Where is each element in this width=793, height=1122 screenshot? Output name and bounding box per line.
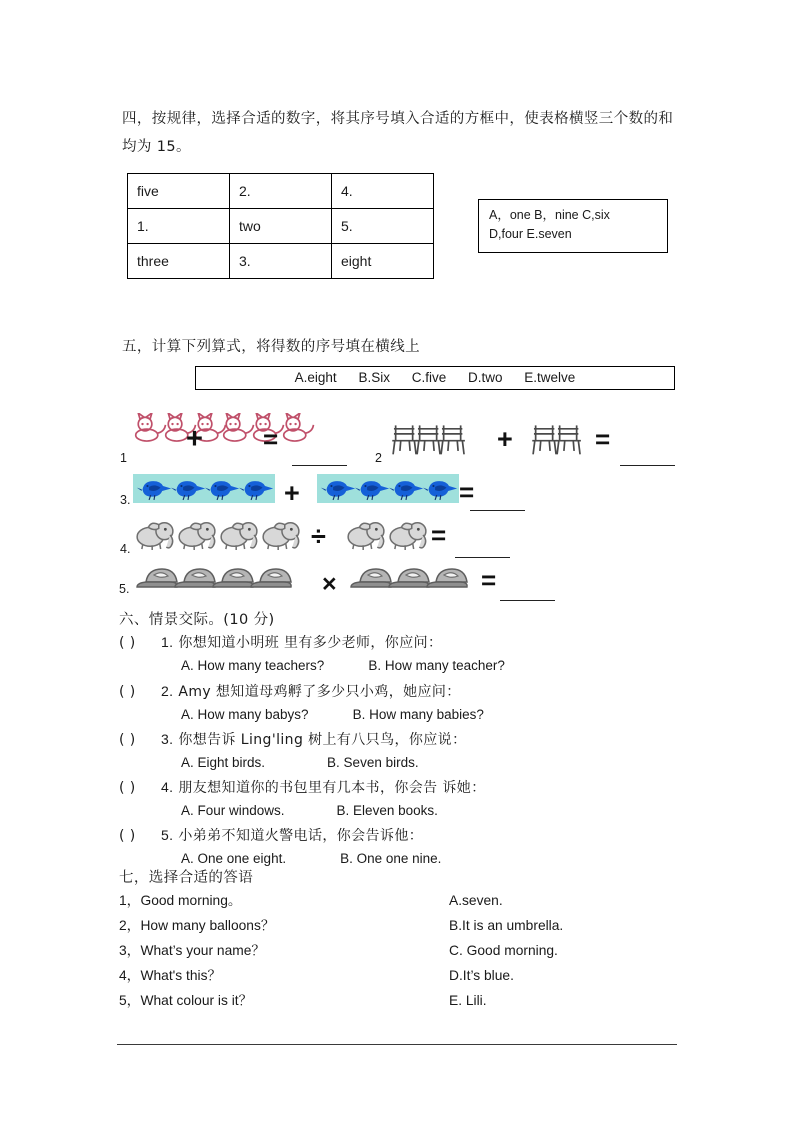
magic-cell-r2c1[interactable]: 1. xyxy=(128,209,230,244)
math-problem-4-number: 4. xyxy=(120,542,131,556)
math-problem-2-left-icons xyxy=(390,422,462,456)
math-problem-4-left-icons xyxy=(133,518,301,550)
question-4-option-b[interactable]: B. Eleven books. xyxy=(336,802,438,818)
math-problem-4-equals: = xyxy=(431,520,447,550)
question-1-option-a[interactable]: A. How many teachers? xyxy=(181,657,325,673)
match-right-b[interactable]: B.It is an umbrella. xyxy=(449,918,564,934)
math-problem-1-operator: + xyxy=(186,423,203,455)
math-problem-5-equals: = xyxy=(481,565,497,595)
elephant-icon-instance xyxy=(175,518,219,550)
math-problem-5-answer-blank[interactable] xyxy=(500,600,555,601)
math-problem-3-left-icons xyxy=(133,474,275,503)
question-4 xyxy=(119,776,699,822)
choice-line-2: D,four E.seven xyxy=(489,227,572,242)
question-4-option-a[interactable]: A. Four windows. xyxy=(181,802,285,818)
bird-icon xyxy=(170,476,206,501)
match-right-c[interactable]: C. Good morning. xyxy=(449,943,558,959)
math-problem-3-operator: + xyxy=(284,478,300,508)
choice-e: E.twelve xyxy=(524,370,576,385)
bird-icon-instance xyxy=(238,476,274,501)
question-2-option-b[interactable]: B. How many babies? xyxy=(352,706,484,722)
math-problem-1-answer-blank[interactable] xyxy=(292,465,347,466)
math-problem-3-answer-blank[interactable] xyxy=(470,510,525,511)
question-2-answer-paren[interactable]: ( ) xyxy=(119,684,136,700)
question-4-options xyxy=(119,800,699,822)
bird-icon-instance xyxy=(422,476,458,501)
math-problem-4-operator: ÷ xyxy=(311,521,326,551)
question-3-options xyxy=(119,752,699,774)
elephant-icon xyxy=(259,518,303,550)
question-4-prompt: 朋友想知道你的书包里有几本书，你会告 诉她： xyxy=(178,780,486,796)
cap-icon-instance xyxy=(426,566,474,590)
bird-icon-instance xyxy=(136,476,172,501)
section-4-choice-box xyxy=(478,199,668,253)
math-problem-5-left-icons xyxy=(136,566,288,590)
question-3-answer-paren[interactable]: ( ) xyxy=(119,732,136,748)
question-5 xyxy=(119,824,699,870)
section-5-heading: 五，计算下列算式，将得数的序号填在横线上 xyxy=(122,339,420,355)
question-4-answer-paren[interactable]: ( ) xyxy=(119,780,136,796)
list-item xyxy=(119,938,699,963)
bird-icon-instance xyxy=(388,476,424,501)
question-1-options xyxy=(119,655,699,677)
math-problem-5-right-icons xyxy=(350,566,464,590)
elephant-icon-instance xyxy=(344,518,388,550)
match-left-3[interactable]: 3，What’s your name？ xyxy=(119,943,266,959)
match-left-4[interactable]: 4，What's this？ xyxy=(119,968,222,984)
table-row xyxy=(128,174,434,209)
elephant-icon xyxy=(344,518,388,550)
choice-c: C.five xyxy=(411,370,447,385)
math-problem-2-number: 2 xyxy=(375,451,382,465)
cap-icon xyxy=(250,566,298,590)
magic-square-table xyxy=(127,173,434,279)
math-problem-2-right-icons xyxy=(530,422,578,456)
section-4-heading: 四，按规律，选择合适的数字，将其序号填入合适的方框中，使表格横竖三个数的和均为 15。 xyxy=(122,111,674,156)
question-1 xyxy=(119,631,699,677)
bird-icon xyxy=(204,476,240,501)
bird-icon-instance xyxy=(170,476,206,501)
match-right-e[interactable]: E. Lili. xyxy=(449,993,487,1009)
question-2 xyxy=(119,680,699,726)
chair-icon xyxy=(438,422,468,456)
question-2-option-a[interactable]: A. How many babys? xyxy=(181,706,309,722)
magic-cell-r3c2[interactable]: 3. xyxy=(230,244,332,279)
bird-icon xyxy=(320,476,356,501)
math-problem-3-equals: = xyxy=(459,477,475,507)
question-5-option-b[interactable]: B. One one nine. xyxy=(340,850,442,866)
cat-icon-instance xyxy=(134,413,168,447)
bird-icon-instance xyxy=(354,476,390,501)
footer-divider xyxy=(117,1044,677,1045)
list-item xyxy=(119,963,699,988)
question-1-number: 1. xyxy=(161,634,174,650)
math-problem-1-left-icons xyxy=(134,413,224,447)
table-row xyxy=(128,209,434,244)
question-3-option-a[interactable]: A. Eight birds. xyxy=(181,754,266,770)
question-5-option-a[interactable]: A. One one eight. xyxy=(181,850,287,866)
magic-cell-r3c3[interactable]: eight xyxy=(332,244,434,279)
list-item xyxy=(119,888,699,913)
bird-icon xyxy=(136,476,172,501)
question-3-prompt-line xyxy=(119,728,699,752)
choice-a: A.eight xyxy=(294,370,337,385)
magic-cell-r2c3[interactable]: 5. xyxy=(332,209,434,244)
cat-icon xyxy=(222,413,256,447)
math-problem-2-operator: + xyxy=(497,424,513,454)
question-3 xyxy=(119,728,699,774)
cat-icon-instance xyxy=(282,413,316,447)
math-problem-3-right-icons xyxy=(317,474,459,503)
elephant-icon-instance xyxy=(259,518,303,550)
question-2-prompt-line xyxy=(119,680,699,704)
question-2-number: 2. xyxy=(161,683,174,699)
question-2-options xyxy=(119,704,699,726)
bird-icon-instance xyxy=(320,476,356,501)
section-7-heading: 七，选择合适的答语 xyxy=(119,870,254,886)
bird-icon xyxy=(422,476,458,501)
table-row xyxy=(128,244,434,279)
question-3-option-b[interactable]: B. Seven birds. xyxy=(327,754,419,770)
math-problem-1-equals: = xyxy=(263,424,279,454)
math-problem-5-operator: × xyxy=(322,570,337,598)
chair-icon xyxy=(554,422,584,456)
math-problem-2-equals: = xyxy=(595,424,611,454)
choice-line-1: A，one B，nine C,six xyxy=(489,208,610,222)
question-1-prompt: 你想知道小明班 里有多少老师，你应问： xyxy=(178,635,443,651)
match-left-1[interactable]: 1，Good morning。 xyxy=(119,893,242,908)
chair-icon-instance xyxy=(554,422,584,456)
elephant-icon xyxy=(386,518,430,550)
math-problem-4-answer-blank[interactable] xyxy=(455,557,510,558)
question-5-number: 5. xyxy=(161,827,174,843)
bird-icon-instance xyxy=(204,476,240,501)
math-problem-2-answer-blank[interactable] xyxy=(620,465,675,466)
match-right-d[interactable]: D.It’s blue. xyxy=(449,968,514,984)
choice-d: D.two xyxy=(468,370,503,385)
question-5-answer-paren[interactable]: ( ) xyxy=(119,828,136,844)
magic-cell-r1c1[interactable]: five xyxy=(128,174,230,209)
question-1-option-b[interactable]: B. How many teacher? xyxy=(368,657,505,673)
question-1-prompt-line xyxy=(119,631,699,655)
magic-cell-r1c2[interactable]: 2. xyxy=(230,174,332,209)
elephant-icon-instance xyxy=(386,518,430,550)
cat-icon xyxy=(134,413,168,447)
question-2-prompt: Amy 想知道母鸡孵了多少只小鸡，她应问： xyxy=(178,684,461,700)
list-item xyxy=(119,988,699,1013)
cap-icon-instance xyxy=(250,566,298,590)
magic-cell-r3c1[interactable]: three xyxy=(128,244,230,279)
section-6-heading: 六、情景交际。(10 分) xyxy=(119,612,275,628)
elephant-icon xyxy=(175,518,219,550)
magic-cell-r1c3[interactable]: 4. xyxy=(332,174,434,209)
math-problem-5-number: 5. xyxy=(119,582,130,596)
question-5-prompt: 小弟弟不知道火警电话，你会告诉他： xyxy=(178,828,424,844)
question-3-number: 3. xyxy=(161,731,174,747)
question-4-number: 4. xyxy=(161,779,174,795)
bird-icon xyxy=(238,476,274,501)
elephant-icon-instance xyxy=(217,518,261,550)
elephant-icon-instance xyxy=(133,518,177,550)
matching-list xyxy=(119,888,699,1014)
question-1-answer-paren[interactable]: ( ) xyxy=(119,635,136,651)
magic-cell-r2c2[interactable]: two xyxy=(230,209,332,244)
list-item xyxy=(119,913,699,938)
question-3-prompt: 你想告诉 Ling'ling 树上有八只鸟，你应说： xyxy=(178,732,467,748)
question-4-prompt-line xyxy=(119,776,699,800)
elephant-icon xyxy=(133,518,177,550)
math-problem-3-number: 3. xyxy=(120,493,131,507)
cat-icon xyxy=(282,413,316,447)
cap-icon xyxy=(426,566,474,590)
cat-icon-instance xyxy=(222,413,256,447)
math-problem-4-right-icons xyxy=(344,518,428,550)
bird-icon xyxy=(388,476,424,501)
match-left-5[interactable]: 5，What colour is it？ xyxy=(119,993,253,1009)
match-left-2[interactable]: 2，How many balloons？ xyxy=(119,918,275,934)
math-problem-1-number: 1 xyxy=(120,451,127,465)
match-right-a[interactable]: A.seven. xyxy=(449,893,503,908)
bird-icon xyxy=(354,476,390,501)
elephant-icon xyxy=(217,518,261,550)
chair-icon-instance xyxy=(438,422,468,456)
choice-b: B.Six xyxy=(358,370,390,385)
section-5-choice-box xyxy=(195,366,675,390)
question-5-prompt-line xyxy=(119,824,699,848)
